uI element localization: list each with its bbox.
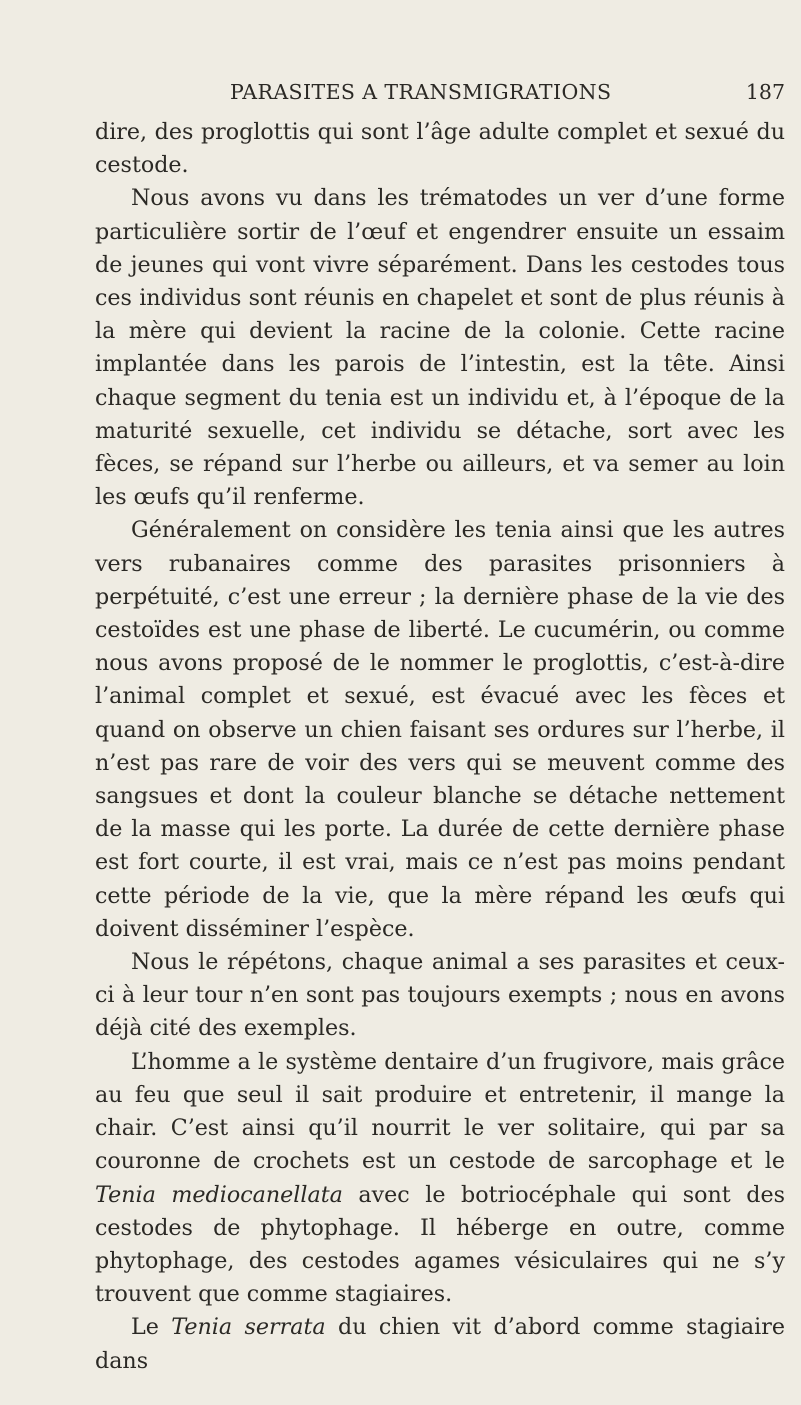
page-text (95, 116, 785, 1378)
page-header (95, 80, 785, 120)
paragraph-1: dire, des proglottis qui sont l’âge adulte complet et sexué du cestode. (95, 119, 785, 179)
paragraph-6-italic-taxon: Tenia serrata (171, 1314, 326, 1341)
paragraph-5-text-end: avec le botriocéphale qui sont des cestodes de phytophage. Il héberge en outre, comme phytophage, des cestodes agames vésiculaires qui ne s’y trouvent que comme stagiaires. (95, 1181, 785, 1308)
running-title: PARASITES A TRANSMIGRATIONS (230, 80, 612, 104)
paragraph-5-italic-taxon: Tenia mediocanellata (95, 1181, 343, 1208)
paragraph-6 (95, 1311, 785, 1377)
paragraph-5 (95, 1046, 785, 1312)
paragraph-2: Nous avons vu dans les trématodes un ver d’une forme particulière sortir de l’œuf et engendrer ensuite un essaim de jeunes qui vont vivre séparément. Dans les cestodes tous ces individus sont réunis en chapelet et sont de plus réunis à la mère qui devient la racine de la colonie. Cette racine implantée dans les parois de l’intestin, est la tête. Ainsi chaque segment du tenia est un individu et, à l’époque de la maturité sexuelle, cet individu se détache, sort avec les fèces, se répand sur l’herbe ou ailleurs, et va semer au loin les œufs qu’il renferme. (95, 185, 785, 511)
page-number: 187 (745, 80, 785, 104)
paragraph-5-text-start: L’homme a le système dentaire d’un frugivore, mais grâce au feu que seul il sait produire et entretenir, il mange la chair. C’est ainsi qu’il nourrit le ver solitaire, qui par sa couronne de crochets est un cestode de sarcophage et le (95, 1048, 785, 1175)
paragraph-4: Nous le répétons, chaque animal a ses parasites et ceux-ci à leur tour n’en sont pas toujours exempts ; nous en avons déjà cité des exemples. (95, 949, 785, 1042)
paragraph-6-text-start: Le (131, 1314, 172, 1341)
paragraph-3: Généralement on considère les tenia ainsi que les autres vers rubanaires comme des parasites prisonniers à perpétuité, c’est une erreur ; la dernière phase de la vie des cestoïdes est une phase de liberté. Le cucumérin, ou comme nous avons proposé de le nommer le proglottis, c’est-à-dire l’animal complet et sexué, est évacué avec les fèces et quand on observe un chien faisant ses ordures sur l’herbe, il n’est pas rare de voir des vers qui se meuvent comme des sangsues et dont la couleur blanche se détache nettement de la masse qui les porte. La durée de cette dernière phase est fort courte, il est vrai, mais ce n’est pas moins pendant cette période de la vie, que la mère répand les œufs qui doivent disséminer l’espèce. (95, 517, 785, 942)
paragraph-6-text-end: du chien vit d’abord comme stagiaire dans (95, 1314, 785, 1374)
